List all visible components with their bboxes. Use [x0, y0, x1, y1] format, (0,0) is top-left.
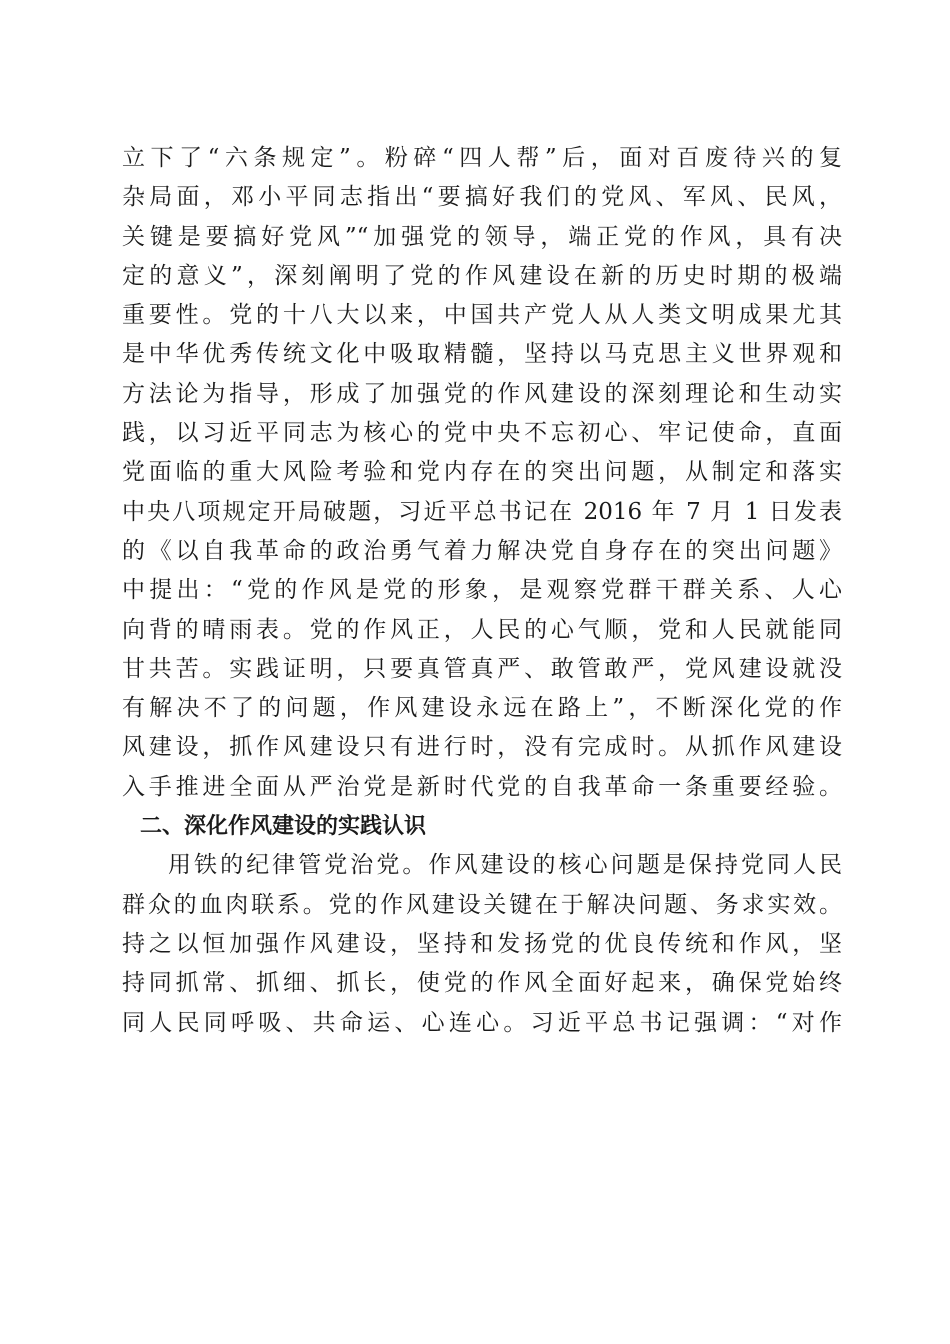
paragraph-line: 是中华优秀传统文化中吸取精髓，坚持以马克思主义世界观和 — [122, 341, 842, 368]
paragraph-line: 群众的血肉联系。党的作风建设关键在于解决问题、务求实效。 — [122, 891, 842, 918]
paragraph-line: 立下了“六条规定”。粉碎“四人帮”后，面对百废待兴的复 — [122, 145, 842, 171]
paragraph-line: 定的意义”，深刻阐明了党的作风建设在新的历史时期的极端 — [122, 262, 842, 289]
paragraph-line: 的《以自我革命的政治勇气着力解决党自身存在的突出问题》 — [122, 537, 842, 564]
paragraph-line: 关键是要搞好党风”“加强党的领导，端正党的作风，具有决 — [122, 223, 842, 250]
paragraph-line: 用铁的纪律管党治党。作风建设的核心问题是保持党同人民 — [168, 852, 842, 879]
paragraph-line: 中央八项规定开局破题，习近平总书记在 2016 年 7 月 1 日发表 — [122, 498, 842, 525]
paragraph-line: 有解决不了的问题，作风建设永远在路上”，不断深化党的作 — [122, 695, 842, 722]
paragraph-line: 杂局面，邓小平同志指出“要搞好我们的党风、军风、民风， — [122, 184, 842, 211]
paragraph-line: 重要性。党的十八大以来，中国共产党人从人类文明成果尤其 — [122, 302, 842, 329]
paragraph-line: 入手推进全面从严治党是新时代党的自我革命一条重要经验。 — [122, 773, 842, 800]
paragraph-line: 践，以习近平同志为核心的党中央不忘初心、牢记使命，直面 — [122, 420, 842, 447]
paragraph-line: 持同抓常、抓细、抓长，使党的作风全面好起来，确保党始终 — [122, 970, 842, 997]
paragraph-line: 中提出：“党的作风是党的形象，是观察党群干群关系、人心 — [122, 577, 842, 604]
paragraph-line: 党面临的重大风险考验和党内存在的突出问题，从制定和落实 — [122, 459, 842, 486]
paragraph-line: 甘共苦。实践证明，只要真管真严、敢管敢严，党风建设就没 — [122, 655, 842, 682]
paragraph-line: 持之以恒加强作风建设，坚持和发扬党的优良传统和作风，坚 — [122, 930, 842, 957]
section-heading: 二、深化作风建设的实践认识 — [140, 814, 427, 840]
paragraph-line: 方法论为指导，形成了加强党的作风建设的深刻理论和生动实 — [122, 380, 842, 407]
paragraph-1 — [122, 139, 842, 1043]
paragraph-line: 向背的晴雨表。党的作风正，人民的心气顺，党和人民就能同 — [122, 616, 842, 643]
paragraph-line: 风建设，抓作风建设只有进行时，没有完成时。从抓作风建设 — [122, 734, 842, 761]
paragraph-line: 同人民同呼吸、共命运、心连心。习近平总书记强调：“对作 — [122, 1009, 842, 1036]
